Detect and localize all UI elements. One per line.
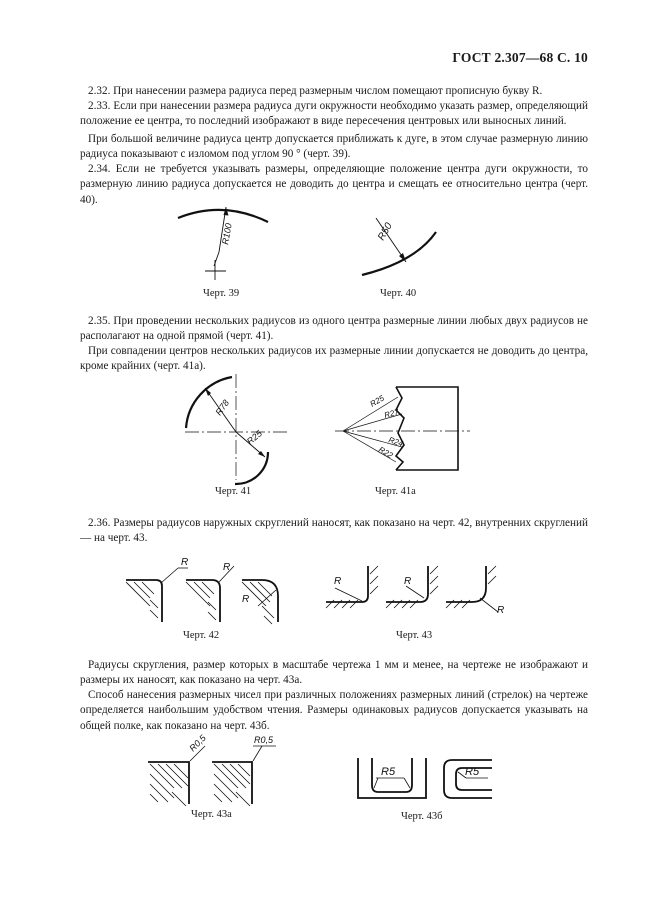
label-r22: R22 (377, 444, 395, 461)
paragraph-2-34: 2.34. Если не требуется указывать размеры, определяющие положение центра дуги окружности, то размерную линию радиуса допускается не доводить до центра и смещать ее относительно центра (черт. 40). (80, 163, 588, 206)
label-r25: R25 (244, 428, 264, 447)
paragraph-2-32: 2.32. При нанесении размера радиуса перед размерным числом помещают прописную букву R. (88, 85, 543, 97)
label-r5a: R5 (381, 766, 396, 778)
page-header: ГОСТ 2.307—68 С. 10 (452, 50, 588, 65)
label-r5b: R5 (465, 766, 480, 778)
paragraph-2-35-note: При совпадении центров нескольких радиусов их размерные линии допускается не доводить до центра, кроме крайних (черт. 41а). (80, 345, 588, 373)
paragraph-2-36-note2: Способ нанесения размерных чисел при различных положениях размерных линий (стрелок) на чертеже определяется наибольшим удобством чтения. Размеры одинаковых радиусов допускается указывать на общей полке, как показано на черт. 43б. (80, 689, 588, 732)
label-r-42a: R (181, 557, 189, 568)
paragraph-2-35: 2.35. При проведении нескольких радиусов из одного центра размерные линии любых двух радиусов не располагают на одной прямой (черт. 41). (80, 315, 588, 343)
caption-fig41: Черт. 41 (215, 486, 252, 497)
label-r100: R100 (220, 222, 234, 246)
caption-fig43a: Черт. 43а (191, 809, 232, 820)
caption-fig40: Черт. 40 (380, 288, 417, 299)
paragraph-2-33-note: При большой величине радиуса центр допускается приближать к дуге, в этом случае размерную линию радиуса показывают с изломом под углом 90 ° (черт. 39). (80, 133, 588, 161)
caption-fig42: Черт. 42 (183, 630, 220, 641)
label-r27: R27 (383, 407, 400, 420)
paragraph-2-36: 2.36. Размеры радиусов наружных скруглений наносят, как показано на черт. 42, внутренних скруглений — на черт. 43. (80, 517, 588, 545)
caption-fig43: Черт. 43 (396, 630, 433, 641)
paragraph-2-33: 2.33. Если при нанесении размера радиуса дуги окружности необходимо указать размер, определяющий положение ее центра, то последний изображают в виде пересечения центровых или выносных линий. (80, 100, 588, 128)
label-r78: R78 (213, 397, 232, 418)
label-r25b: R25 (368, 393, 386, 409)
label-r-43b: R (404, 576, 412, 587)
label-r24: R24 (387, 435, 405, 449)
label-r05a: R0,5 (187, 732, 208, 754)
label-r-43c: R (497, 605, 505, 616)
caption-fig39: Черт. 39 (203, 288, 240, 299)
label-r05b: R0,5 (254, 735, 274, 745)
label-r50: R50 (376, 221, 395, 243)
label-r-42b: R (223, 562, 231, 573)
caption-fig43b: Черт. 43б (401, 811, 443, 822)
paragraph-2-36-note1: Радиусы скругления, размер которых в масштабе чертежа 1 мм и менее, на чертеже не изображают и размеры их наносят, как показано на черт. 43а. (80, 659, 588, 687)
caption-fig41a: Черт. 41а (375, 486, 416, 497)
label-r-43a: R (334, 576, 342, 587)
label-r-42c: R (242, 594, 250, 605)
